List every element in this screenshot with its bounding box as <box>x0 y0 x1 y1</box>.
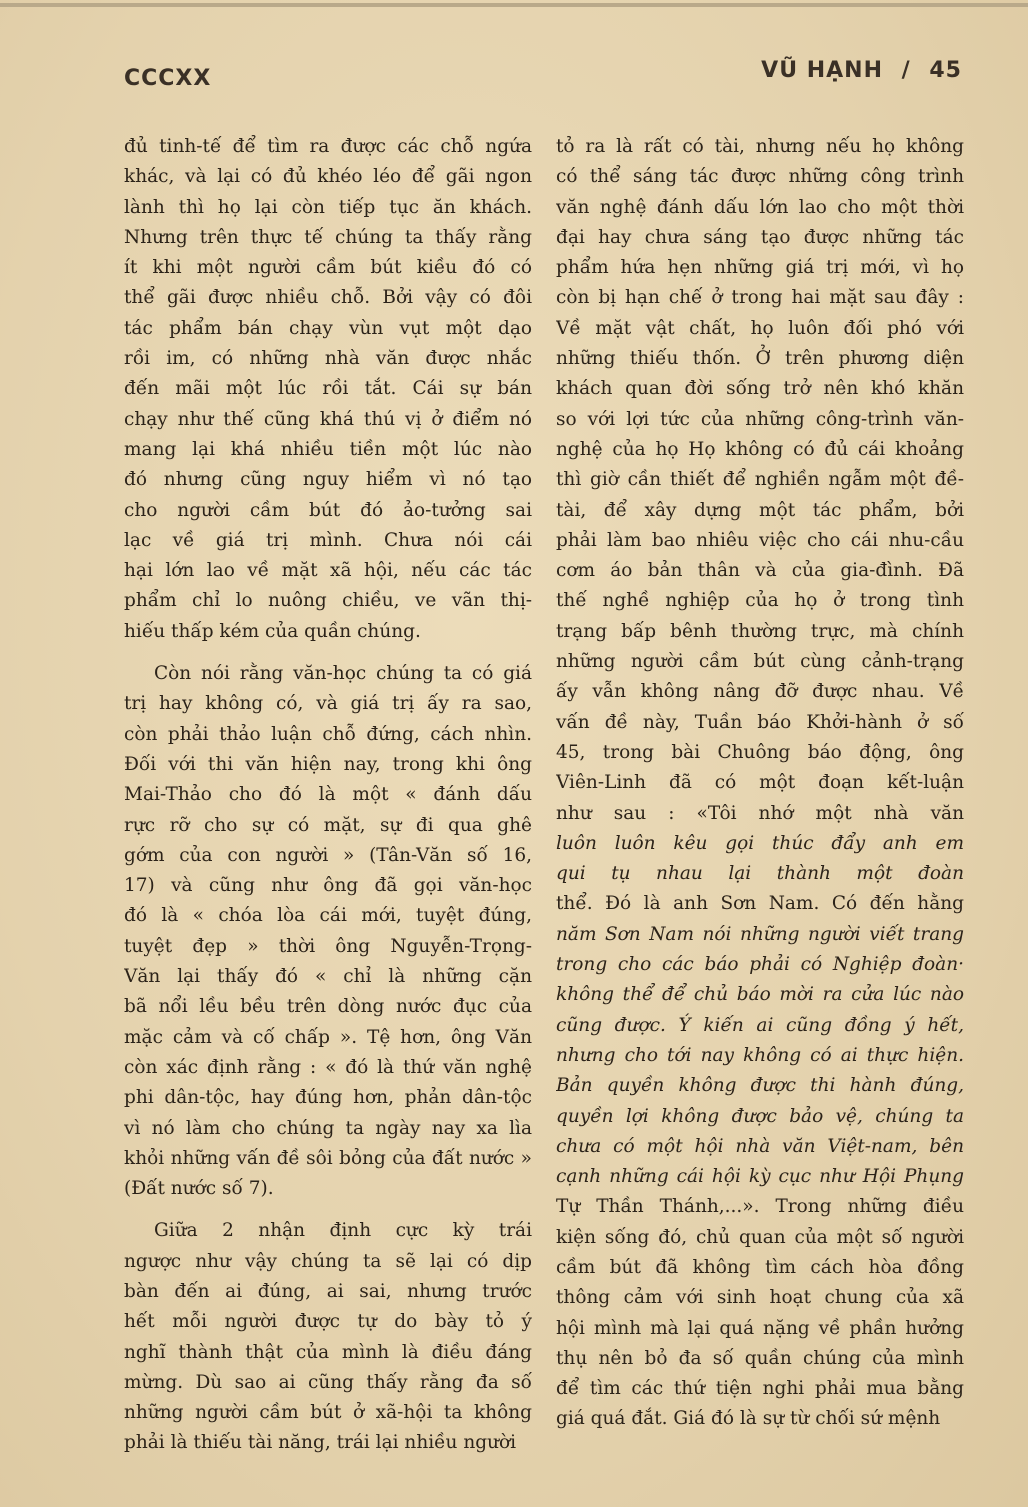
text-line: kiện sống đó, chủ quan của một số người <box>556 1226 964 1248</box>
text-line: phẩm hứa hẹn những giá trị mới, vì họ <box>556 257 964 279</box>
text-line: đó nhưng cũng nguy hiểm vì nó tạo <box>124 469 532 491</box>
text-line: Nhưng trên thực tế chúng ta thấy rằng <box>124 226 532 248</box>
top-edge <box>0 3 1028 7</box>
text-line: thể gãi được nhiều chỗ. Bởi vậy có đôi <box>124 287 532 309</box>
text-line: những người cầm bút ở xã-hội ta không <box>124 1402 532 1424</box>
author-name: VŨ HẠNH <box>761 58 883 83</box>
text-line: đó là « chóa lòa cái mới, tuyệt đúng, <box>124 905 532 927</box>
text-line: khỏi những vấn đề sôi bỏng của đất nước » <box>124 1147 532 1169</box>
text-line: tác phẩm bán chạy vùn vụt một dạo <box>124 317 532 339</box>
text-line: còn bị hạn chế ở trong hai mặt sau đây : <box>556 287 964 309</box>
text-line: trong cho các báo phải có Nghiệp đoàn· <box>556 954 964 976</box>
text-line: đến mãi một lúc rồi tắt. Cái sự bán <box>124 378 532 400</box>
text-line: quyền lợi không được bảo vệ, chúng ta <box>556 1105 964 1127</box>
text-line: (Đất nước số 7). <box>124 1178 274 1200</box>
text-line: nghĩ thành thật của mình là điều đáng <box>124 1341 532 1363</box>
text-line: 45, trong bài Chuông báo động, ông <box>556 741 964 763</box>
text-line: cầm bút đã không tìm cách hòa đồng <box>556 1256 964 1278</box>
text-line: ngược như vậy chúng ta sẽ lại có dịp <box>124 1250 532 1272</box>
text-line: nhưng cho tới nay không có ai thực hiện. <box>556 1044 964 1066</box>
text-line: lành thì họ lại còn tiếp tục ăn khách. <box>124 196 532 218</box>
text-line: chưa có một hội nhà văn Việt-nam, bên <box>556 1135 964 1157</box>
text-line: phải làm bao nhiêu việc cho cái nhu-cầu <box>556 529 964 551</box>
text-line: vì nó làm cho chúng ta ngày nay xa lìa <box>124 1117 532 1139</box>
text-line: so với lợi tức của những công-trình văn- <box>556 408 964 430</box>
right-column <box>556 132 964 1435</box>
running-header <box>761 58 962 83</box>
text-line: còn xác định rằng : « đó là thứ văn nghệ <box>124 1056 532 1078</box>
text-line: hội mình mà lại quá nặng về phần hưởng <box>556 1317 964 1339</box>
text-line: lạc về giá trị mình. Chưa nói cái <box>124 529 532 551</box>
text-line: Tự Thần Thánh,...». Trong những điều <box>556 1196 964 1218</box>
text-line: thì giờ cần thiết để nghiền ngẫm một đề- <box>556 469 964 491</box>
text-line: Mai-Thảo cho đó là một « đánh dấu <box>124 784 532 806</box>
text-line: những thiếu thốn. Ở trên phương diện <box>556 348 964 370</box>
text-line: phải là thiếu tài năng, trái lại nhiều người <box>124 1432 517 1454</box>
text-line: cho người cầm bút đó ảo-tưởng sai <box>124 499 532 521</box>
header-separator: / <box>901 58 911 83</box>
text-line: Giữa 2 nhận định cực kỳ trái <box>154 1220 532 1242</box>
text-line: như sau : «Tôi nhớ một nhà văn <box>556 802 964 824</box>
text-line: nghệ của họ Họ không có đủ cái khoảng <box>556 438 964 460</box>
page-number: 45 <box>929 58 962 83</box>
text-line: tỏ ra là rất có tài, nhưng nếu họ không <box>556 136 964 157</box>
paragraph-gap <box>124 647 532 659</box>
text-line: văn nghệ đánh dấu lớn lao cho một thời <box>556 196 964 218</box>
text-line: ít khi một người cầm bút kiều đó có <box>124 257 532 279</box>
text-line: mừng. Dù sao ai cũng thấy rằng đa số <box>124 1371 532 1393</box>
text-line: thế nghề nghiệp của họ ở trong tình <box>556 590 964 612</box>
text-line: bàn đến ai đúng, ai sai, nhưng trước <box>124 1280 532 1302</box>
text-line: Đối với thi văn hiện nay, trong khi ông <box>124 753 532 775</box>
text-line: vấn đề này, Tuần báo Khởi-hành ở số <box>556 711 964 733</box>
left-column <box>124 132 532 1459</box>
text-line: đại hay chưa sáng tạo được những tác <box>556 226 964 248</box>
text-line: 17) và cũng như ông đã gọi văn-học <box>124 875 532 897</box>
text-line: tài, để xây dựng một tác phẩm, bởi <box>556 499 964 521</box>
text-line: gớm của con người » (Tân-Văn số 16, <box>124 844 532 866</box>
text-line: Về mặt vật chất, họ luôn đối phó với <box>556 317 964 339</box>
text-line: để tìm các thứ tiện nghi phải mua bằng <box>556 1378 964 1400</box>
text-line: luôn luôn kêu gọi thúc đẩy anh em <box>556 832 964 854</box>
text-line: phi dân-tộc, hay đúng hơn, phản dân-tộc <box>124 1087 532 1109</box>
text-line: trạng bấp bênh thường trực, mà chính <box>556 620 964 642</box>
text-line: có thể sáng tác được những công trình <box>556 166 964 188</box>
text-line: qui tụ nhau lại thành một đoàn <box>556 863 964 885</box>
text-line: chạy như thế cũng khá thú vị ở điểm nó <box>124 408 532 430</box>
text-line: hại lớn lao về mặt xã hội, nếu các tác <box>124 560 532 582</box>
text-line: khách quan đời sống trở nên khó khăn <box>556 378 964 400</box>
section-marker: CCCXX <box>124 66 212 91</box>
text-line: giá quá đắt. Giá đó là sự từ chối sứ mệnh <box>556 1408 941 1430</box>
text-line: mang lại khá nhiều tiền một lúc nào <box>124 438 532 460</box>
text-line: còn phải thảo luận chỗ đứng, cách nhìn. <box>124 723 532 745</box>
text-line: phẩm chỉ lo nuông chiều, ve vãn thị- <box>124 590 532 612</box>
text-line: không thể để chủ báo mời ra cửa lúc nào <box>556 984 964 1006</box>
text-line: bã nổi lều bều trên dòng nước đục của <box>124 996 532 1018</box>
text-line: đủ tinh-tế để tìm ra được các chỗ ngứa <box>124 136 532 157</box>
text-line: thông cảm với sinh hoạt chung của xã <box>556 1287 964 1309</box>
text-line: trị hay không có, và giá trị ấy ra sao, <box>124 693 532 715</box>
text-line: năm Sơn Nam nói những người viết trang <box>556 923 964 945</box>
text-line: cạnh những cái hội kỳ cục như Hội Phụng <box>556 1166 964 1188</box>
text-line: Còn nói rằng văn-học chúng ta có giá <box>154 663 532 685</box>
text-line: những người cầm bút cùng cảnh-trạng <box>556 651 964 673</box>
text-line: tuyệt đẹp » thời ông Nguyễn-Trọng- <box>124 935 532 957</box>
text-line: Bản quyền không được thi hành đúng, <box>556 1075 964 1097</box>
text-line: thể. Đó là anh Sơn Nam. Có đến hằng <box>556 893 964 915</box>
text-line: mặc cảm và cố chấp ». Tệ hơn, ông Văn <box>124 1026 532 1048</box>
text-line: ấy vẫn không nâng đỡ được nhau. Về <box>556 681 964 703</box>
text-line: cũng được. Ý kiến ai cũng đồng ý hết, <box>556 1014 964 1036</box>
text-line: khác, và lại có đủ khéo léo để gãi ngon <box>124 166 532 188</box>
text-line: rồi im, có những nhà văn được nhắc <box>124 348 532 370</box>
paragraph-gap <box>124 1204 532 1216</box>
text-line: Văn lại thấy đó « chỉ là những cặn <box>124 966 532 988</box>
text-line: hiếu thấp kém của quần chúng. <box>124 620 421 642</box>
text-line: hết mỗi người được tự do bày tỏ ý <box>124 1311 532 1333</box>
text-line: cơm áo bản thân và của gia-đình. Đã <box>556 560 964 582</box>
text-line: rực rỡ cho sự có mặt, sự đi qua ghê <box>124 814 532 836</box>
text-line: thụ nên bỏ đa số quần chúng của mình <box>556 1347 964 1369</box>
text-line: Viên-Linh đã có một đoạn kết-luận <box>556 772 964 794</box>
